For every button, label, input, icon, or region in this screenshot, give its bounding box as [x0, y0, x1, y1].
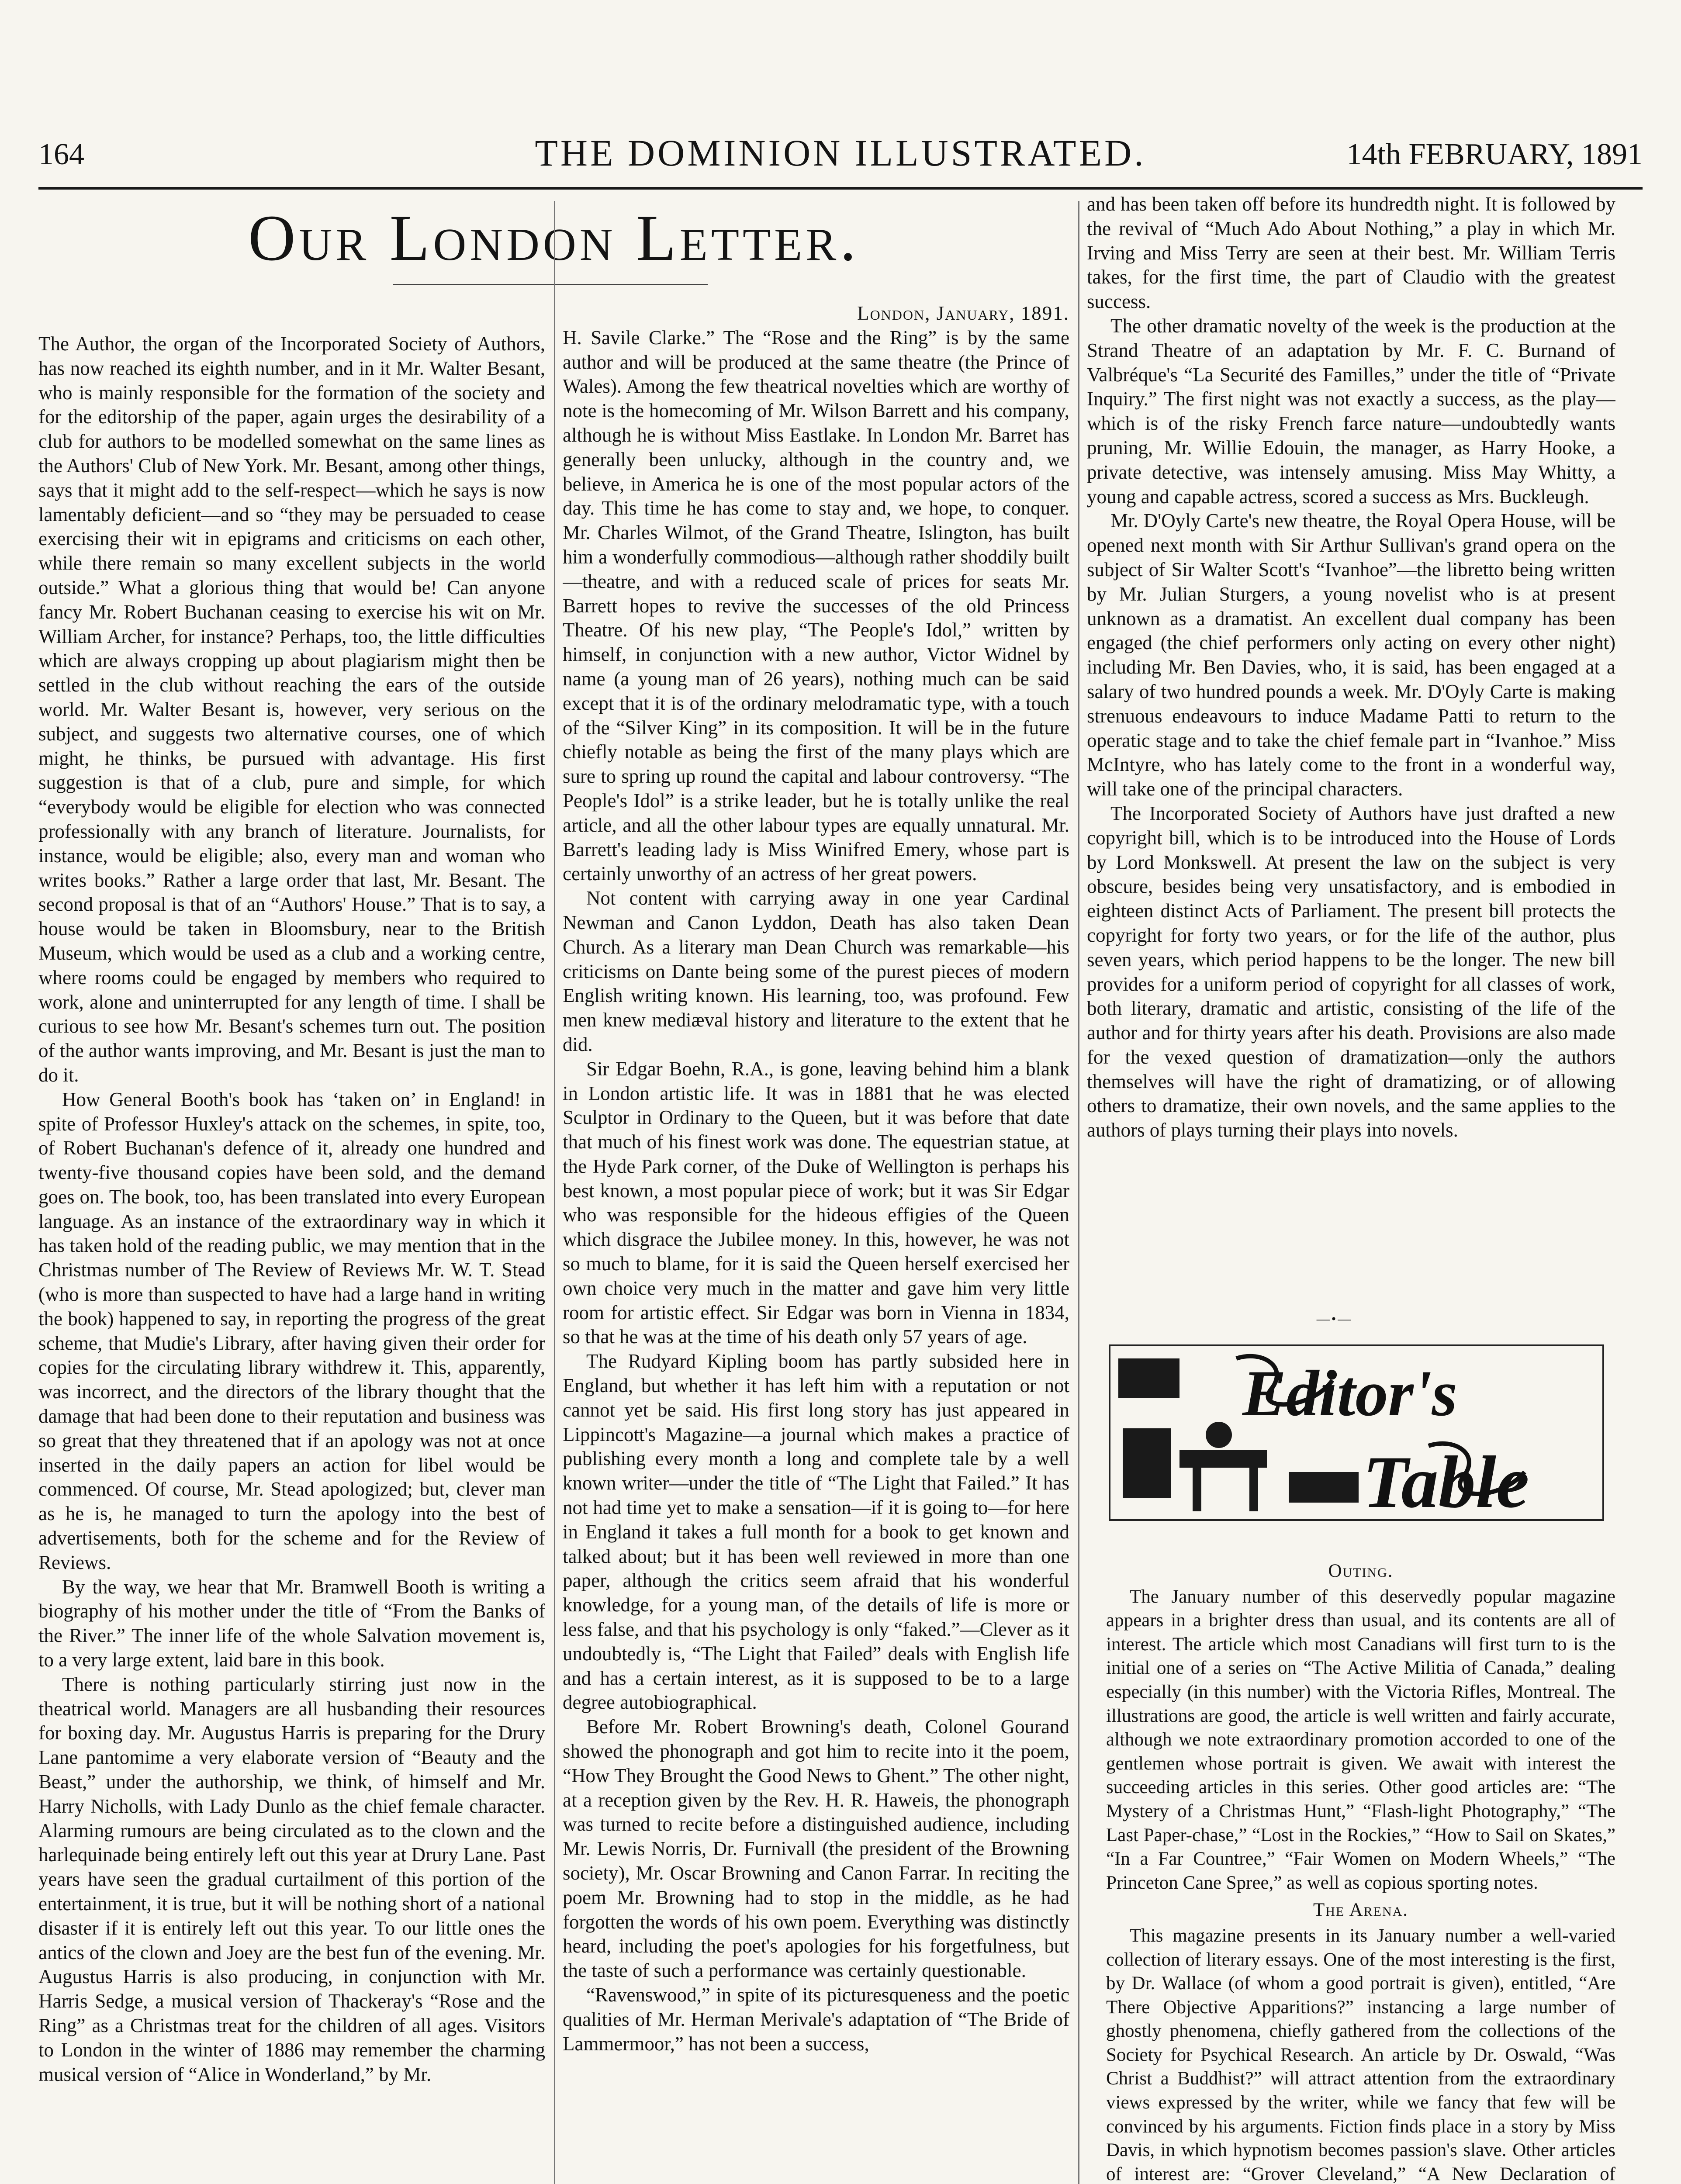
column-rule: [1078, 201, 1079, 2184]
article-paragraph: The Rudyard Kipling boom has partly subsided here in England, but whether it has left him with a reputation or not cannot yet be said. His first long story has just appeared in Lippincott's Magazine—a journal which makes a practice of publishing every month a long and complete tale by a well known writer—under the title of “The Light that Failed.” It has not had time yet to make a sensation—if it is going to—for here in England it takes a full month for a book to get known and talked about; but it has been well reviewed in more than one paper, although the critics seem afraid that his wonderful knowledge, for a young man, of the details of life is more or less false, and that his psychology is only “faked.”—Clever as it undoubtedly is, “The Light that Failed” deals with English life and has a certain interest, as it is supposed to be to a large degree autobiographical.: [563, 1350, 1069, 1714]
section-separator: —•—: [1316, 1312, 1353, 1326]
article-column-3: [1087, 192, 1615, 1354]
running-head: [38, 131, 1643, 179]
issue-date: 14th FEBRUARY, 1891: [1346, 138, 1643, 171]
article-column-2: [563, 301, 1069, 2184]
article-paragraph: Mr. D'Oyly Carte's new theatre, the Royal Opera House, will be opened next month with Sir Arthur Sullivan's grand opera on the subject of Sir Walter Scott's “Ivanhoe”—the libretto being written by Mr. Julian Sturgers, a young novelist who is at present unknown as a dramatist. An excellent dual company has been engaged (the chief performers only acting on every other night) including Mr. Ben Davies, who, it is said, has been engaged at a salary of two hundred pounds a week. Mr. D'Oyly Carte is making strenuous endeavours to induce Madame Patti to return to the operatic stage and to take the chief female part in “Ivanhoe.” Miss McIntyre, who has lately come to the front in a wonderful way, will take one of the principal characters.: [1087, 510, 1615, 800]
section-heading-arena: The Arena.: [1313, 1900, 1409, 1921]
article-column-1: [38, 332, 545, 2184]
article-paragraph: The other dramatic novelty of the week is the production at the Strand Theatre of an adaptation by Mr. F. C. Burnand of Valbréque's “La Securité des Familles,” under the title of “Private Inquiry.” The first night was not exactly a success, as the play—which is of the risky French farce nature—undoubtedly wants pruning, Mr. Willie Edouin, the manager, as Harry Hooke, a private detective, was intensely amusing. Miss May Whitty, a young and capable actress, scored a success as Mrs. Buckleugh.: [1087, 314, 1615, 508]
editors-table-column: [1106, 1372, 1615, 2184]
title-rule: [393, 284, 708, 285]
page-number: 164: [38, 138, 84, 171]
article-paragraph: and has been taken off before its hundredth night. It is followed by the revival of “Much Ado About Nothing,” a play in which Mr. Irving and Miss Terry are seen at their best. Mr. William Terris takes, for the first time, the part of Claudio with the greatest success.: [1087, 193, 1615, 313]
arena-review: This magazine presents in its January number a well-varied collection of literary essays. One of the most interesting is the first, by Dr. Wallace (of whom a good portrait is given), entitled, “Are There Objective Apparitions?” instancing a large number of ghostly phenomena, chiefly gathered from the collections of the Society for Psychical Research. An article by Dr. Oswald, “Was Christ a Buddhist?” will attract attention from the extraordinary views expressed by the writer, while we fancy that few will be convinced by his arguments. Fiction finds place in a story by Miss Davis, in which hypnotism becomes passion's slave. Other articles of interest are: “Grover Cleveland,” “A New Declaration of: [1106, 1925, 1615, 2184]
article-paragraph: By the way, we hear that Mr. Bramwell Booth is writing a biography of his mother under the title of “From the Banks of the River.” The inner life of the whole Salvation movement is, to a very large extent, laid bare in this book.: [38, 1576, 545, 1671]
article-paragraph: Not content with carrying away in one year Cardinal Newman and Canon Lyddon, Death has also taken Dean Church. As a literary man Dean Church was remarkable—his criticisms on Dante being some of the purest pieces of modern English writing known. His learning, too, was profound. Few men knew mediæval history and literature to the extent that he did.: [563, 887, 1069, 1055]
article-paragraph: How General Booth's book has ‘taken on’ in England! in spite of Professor Huxley's attack on the schemes, in spite, too, of Robert Buchanan's defence of it, already one hundred and twenty-five thousand copies have been sold, and the demand goes on. The book, too, has been translated into every European language. As an instance of the extraordinary way in which it has taken hold of the reading public, we may mention that in the Christmas number of The Review of Reviews Mr. W. T. Stead (who is more than suspected to have had a large hand in writing the book) happened to say, in reporting the progress of the great scheme, that Mudie's Library, after having given their order for copies for the circulating library withdrew it. This, apparently, was incorrect, and the directors of the library thought that the damage that had been done to their reputation and business was so great that they threatened that if an apology was not at once inserted in the daily papers an action for libel would be commenced. Of course, Mr. Stead apologized; but, clever man as he is, he managed to turn the apology into the best of advertisements, both for the scheme and for the Review of Reviews.: [38, 1088, 545, 1573]
masthead-title-word-1: Editor's: [1242, 1357, 1457, 1430]
column-rule: [554, 201, 555, 2184]
article-paragraph: “Ravenswood,” in spite of its picturesqueness and the poetic qualities of Mr. Herman Merivale's adaptation of “The Bride of Lammermoor,” has not been a success,: [563, 1984, 1069, 2055]
article-paragraph: The Author, the organ of the Incorporated Society of Authors, has now reached its eighth number, and in it Mr. Walter Besant, who is mainly responsible for the formation of the society and for the editorship of the paper, again urges the desirability of a club for authors to be modelled somewhat on the same lines as the Authors' Club of New York. Mr. Besant, among other things, says that it might add to the self-respect—which he says is now lamentably deficient—and so “they may be persuaded to cease exercising their wit in epigrams and criticisms on each other, while there remain so many excellent subjects in the world outside.” What a glorious thing that would be! Can anyone fancy Mr. Robert Buchanan ceasing to exercise his wit on Mr. William Archer, for instance? Perhaps, too, the little difficulties which are always cropping up about plagiarism might then be settled in the club without reaching the ears of the outside world. Mr. Walter Besant is, however, very serious on the subject, and suggests two alternative courses, one of which might, he thinks, be pursued with advantage. His first suggestion is that of a club, pure and simple, for which “everybody would be eligible for election who was connected professionally with any branch of literature. Journalists, for instance, would be eligible; also, every man and woman who writes books.” Rather a large order that last, Mr. Besant. The second proposal is that of an “Authors' House.” That is to say, a house would be taken in Bloomsbury, near to the British Museum, which would be used as a club and a working centre, where rooms could be engaged by members who required to work, alone and uninterrupted for any length of time. I shall be curious to see how Mr. Besant's schemes turn out. The position of the author wants improving, and Mr. Besant is just the man to do it.: [38, 333, 545, 1086]
dateline: London, January, 1891.: [857, 302, 1069, 324]
publication-title: THE DOMINION ILLUSTRATED.: [535, 132, 1146, 174]
article-paragraph: Sir Edgar Boehn, R.A., is gone, leaving behind him a blank in London artistic life. It was in 1881 that he was elected Sculptor in Ordinary to the Queen, but it was before that date that much of his finest work was done. The equestrian statue, at the Hyde Park corner, of the Duke of Wellington is perhaps his best known, a most popular piece of work; but it was Sir Edgar who was responsible for the hideous effigies of the Queen which disgrace the Jubilee money. In this, however, he was not so much to blame, for it is said the Queen herself exercised her own choice very much in the matter and gave him very little room for artistic effect. Sir Edgar was born in Vienna in 1834, so that he was at the time of his death only 57 years of age.: [563, 1057, 1069, 1348]
article-paragraph: The Incorporated Society of Authors have just drafted a new copyright bill, which is to be introduced into the House of Lords by Lord Monkswell. At present the law on the subject is very obscure, besides being very unsatisfactory, and is embodied in eighteen distinct Acts of Parliament. The present bill protects the copyright for forty two years, or for the life of the author, plus seven years, which period happens to be the longer. The new bill provides for a uniform period of copyright for all classes of work, both literary, dramatic and artistic, consisting of the life of the author and for thirty years after his death. Provisions are also made for the vexed question of dramatization—only the authors themselves will have the right of dramatizing, or of allowing others to dramatize, their own novels, and the same applies to the authors of plays turning their plays into novels.: [1087, 802, 1615, 1141]
article-paragraph: Before Mr. Robert Browning's death, Colonel Gourand showed the phonograph and got him to recite into it the poem, “How They Brought the Good News to Ghent.” The other night, at a reception given by the Rev. H. R. Haweis, the phonograph was turned to recite before a distinguished audience, including Mr. Lewis Norris, Dr. Furnivall (the president of the Browning society), Mr. Oscar Browning and Canon Farrar. In reciting the poem Mr. Browning had to stop in the middle, as he had forgotten the words of his own poem. Everything was distinctly heard, including the poet's apologies for his forgetfulness, but the taste of such a performance was certainly questionable.: [563, 1716, 1069, 1982]
article-paragraph: There is nothing particularly stirring just now in the theatrical world. Managers are all husbanding their resources for boxing day. Mr. Augustus Harris is preparing for the Drury Lane pantomime a very elaborate version of “Beauty and the Beast,” under the authorship, we think, of himself and Mr. Harry Nicholls, with Lady Dunlo as the chief female character. Alarming rumours are being circulated as to the clown and the harlequinade being entirely left out this year at Drury Lane. Past years have seen the gradual curtailment of this portion of the entertainment, it is true, but it will be nothing short of a national disaster if it is entirely left out this year. To our little ones the antics of the clown and Joey are the best fun of the evening. Mr. Augustus Harris is also producing, in conjunction with Mr. Harris Sedge, a musical version of Thackeray's “Rose and the Ring” as a Christmas treat for the children of all ages. Visitors to London in the winter of 1886 may remember the charming musical version of “Alice in Wonderland,” by Mr.: [38, 1673, 545, 2085]
section-heading-outing: Outing.: [1328, 1561, 1394, 1581]
outing-review: The January number of this deservedly popular magazine appears in a brighter dress than usual, and its contents are all of interest. The article which most Canadians will first turn to is the initial one of a series on “The Active Militia of Canada,” dealing especially (in this number) with the Victoria Rifles, Montreal. The illustrations are good, the article is well written and fairly accurate, although we note extraordinary promotion accorded to one of the gentlemen whose portrait is given. We await with interest the succeeding articles in this series. Other good articles are: “The Mystery of a Christmas Hunt,” “Flash-light Photography,” “The Last Paper-chase,” “Lost in the Rockies,” “How to Sail on Skates,” “In a Far Countree,” “Fair Women on Modern Wheels,” “The Princeton Cane Spree,” as well as copious sporting notes.: [1106, 1586, 1615, 1893]
article-title: Our London Letter.: [248, 202, 860, 274]
article-paragraph: H. Savile Clarke.” The “Rose and the Ring” is by the same author and will be produced at the same theatre (the Prince of Wales). Among the few theatrical novelties which are worthy of note is the homecoming of Mr. Wilson Barrett and his company, although he is without Miss Eastlake. In London Mr. Barret has generally been unlucky, although in the country and, we believe, in America he is one of the most popular actors of the day. This time he has come to stay and, we hope, to conquer. Mr. Charles Wilmot, of the Grand Theatre, Islington, has built him a wonderfully commodious—although rather shoddily built—theatre, and with a reduced scale of prices for seats Mr. Barrett hopes to revive the successes of the old Princess Theatre. Of his new play, “The People's Idol,” written by himself, in conjunction with a new author, Victor Widnel by name (a young man of 26 years), nothing much can be said except that it is of the ordinary melodramatic type, with a touch of the “Silver King” in its composition. It will be in the future chiefly notable as being the first of the many plays which are sure to spring up round the capital and labour controversy. “The People's Idol” is a strike leader, but he is totally unlike the real article, and all the other labour types are equally unnatural. Mr. Barrett's leading lady is Miss Winifred Emery, whose part is certainly unworthy of an actress of her great powers.: [563, 326, 1069, 885]
masthead-title-word-2: Table: [1363, 1441, 1529, 1523]
